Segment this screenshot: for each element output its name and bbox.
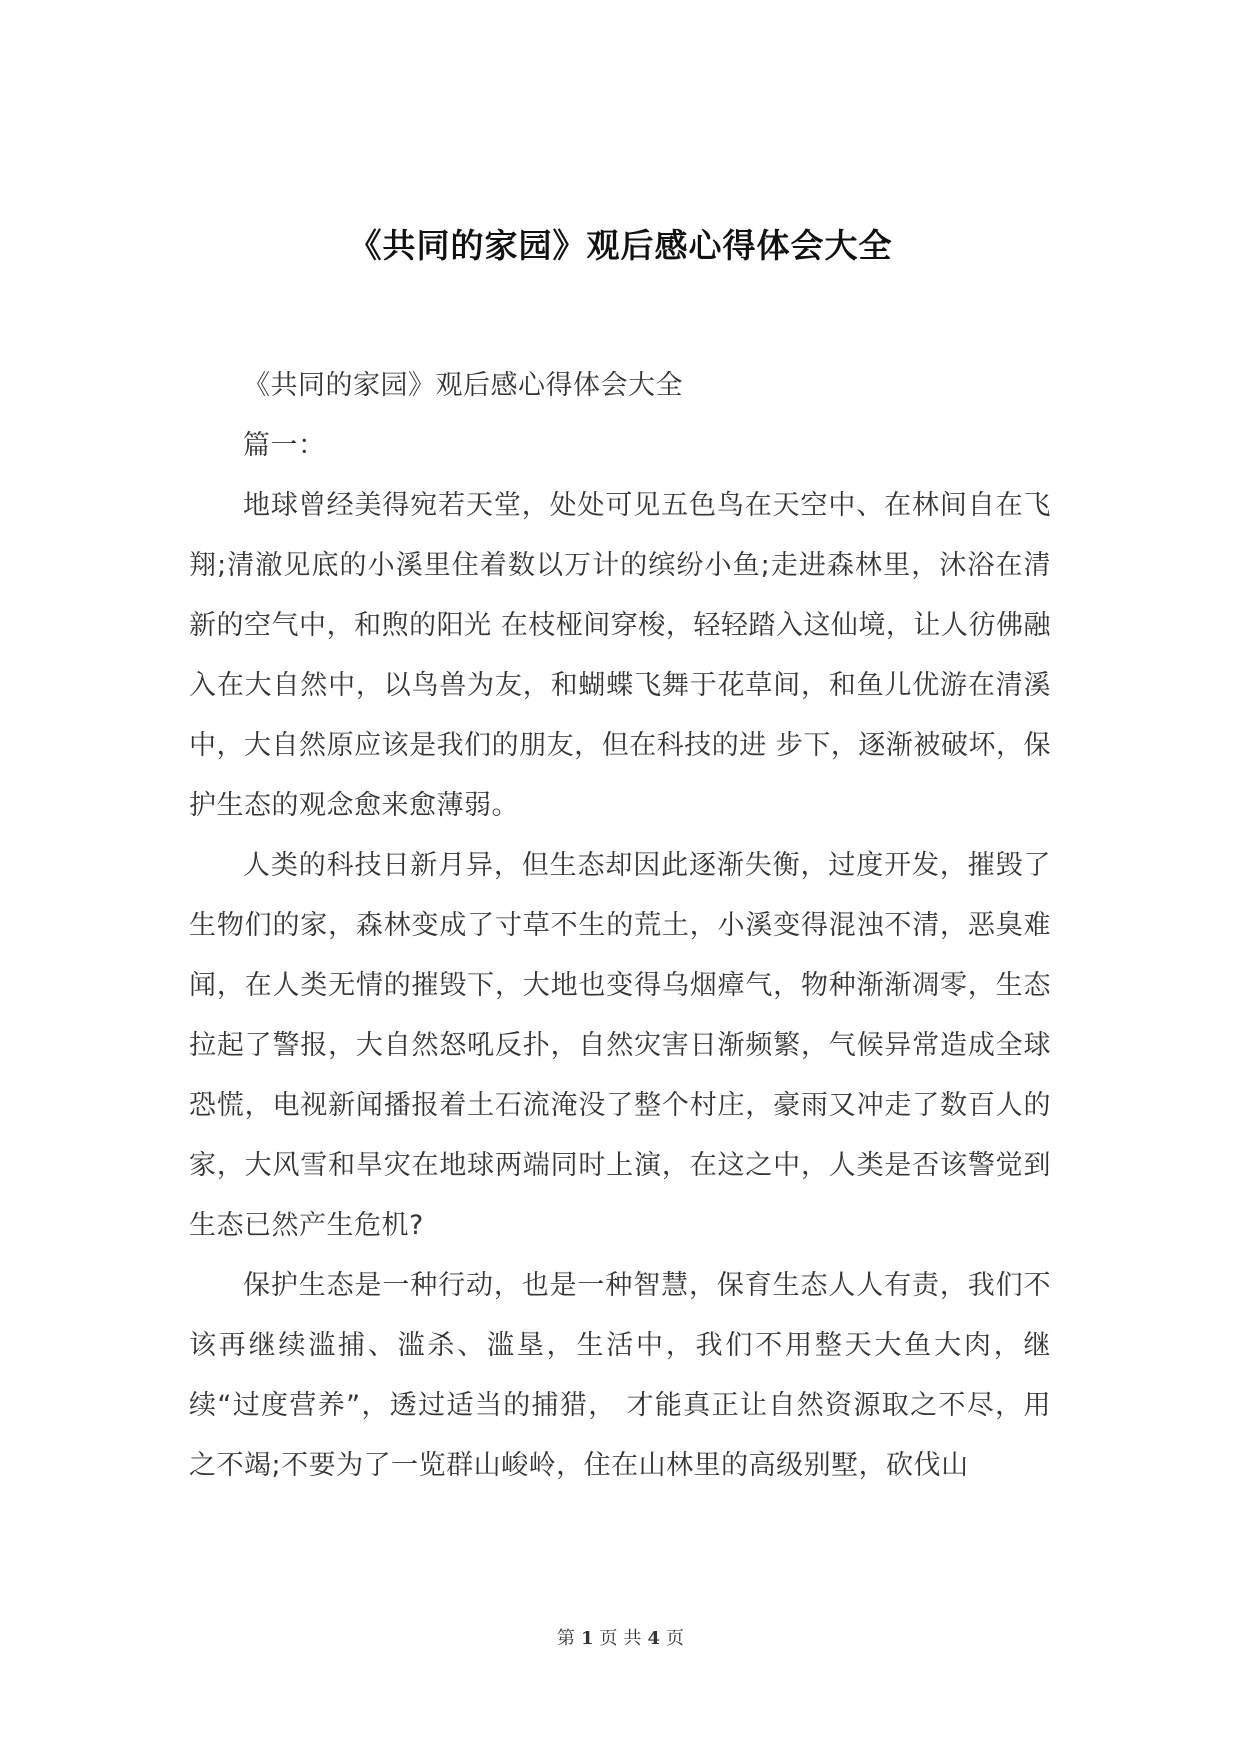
footer-total-prefix: 共 [623, 1628, 642, 1649]
current-page-number: 1 [580, 1628, 594, 1649]
document-body [189, 356, 1051, 1496]
paragraph-subtitle: 《共同的家园》观后感心得体会大全 [243, 370, 683, 401]
page-footer [0, 1627, 1241, 1651]
footer-page-unit: 页 [599, 1628, 618, 1649]
footer-total-unit: 页 [666, 1628, 685, 1649]
paragraph: 地球曾经美得宛若天堂，处处可见五色鸟在天空中、在林间自在飞翔;清澈见底的小溪里住着数以万计的缤纷小鱼;走进森林里，沐浴在清新的空气中，和煦的阳光 在枝桠间穿梭，轻轻踏入这仙境，让人彷佛融入在大自然中，以鸟兽为友，和蝴蝶飞舞于花草间，和鱼儿优游在清溪中，大自然原应该是我们的朋友，但在科技的进 步下，逐渐被破坏，保护生态的观念愈来愈薄弱。 [189, 490, 1051, 821]
footer-prefix: 第 [556, 1628, 575, 1649]
paragraph: 保护生态是一种行动，也是一种智慧，保育生态人人有责，我们不该再继续滥捕、滥杀、滥垦，生活中，我们不用整天大鱼大肉，继续“过度营养”，透过适当的捕猎， 才能真正让自然资源取之不尽，用之不竭;不要为了一览群山峻岭，住在山林里的高级别墅，砍伐山 [189, 1270, 1051, 1481]
paragraph: 人类的科技日新月异，但生态却因此逐渐失衡，过度开发，摧毁了生物们的家，森林变成了寸草不生的荒土，小溪变得混浊不清，恶臭难闻，在人类无情的摧毁下，大地也变得乌烟瘴气，物种渐渐凋零，生态拉起了警报，大自然怒吼反扑，自然灾害日渐频繁，气候异常造成全球恐慌，电视新闻播报着土石流淹没了整个村庄，豪雨又冲走了数百人的家，大风雪和旱灾在地球两端同时上演，在这之中，人类是否该警觉到生态已然产生危机? [189, 850, 1051, 1241]
paragraph-section-label: 篇一： [243, 430, 326, 461]
document-title: 《共同的家园》观后感心得体会大全 [348, 226, 893, 265]
total-pages-number: 4 [647, 1628, 661, 1649]
